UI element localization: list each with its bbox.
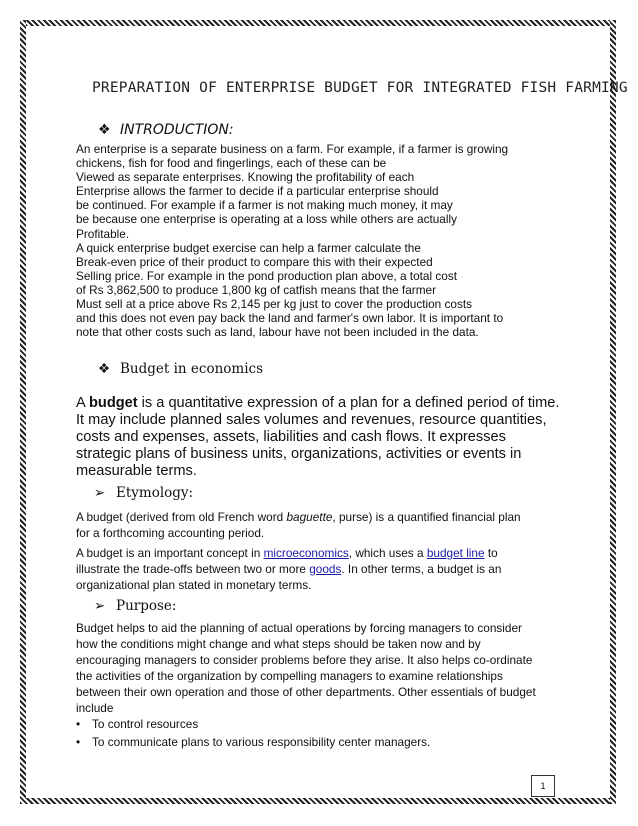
purpose-line: include — [76, 701, 114, 715]
page-number: 1 — [531, 775, 555, 797]
intro-line: Must sell at a price above Rs 2,145 per kg just to cover the production costs — [76, 297, 473, 312]
budget-line: It may include planned sales volumes and revenues, resource quantities, — [76, 412, 547, 428]
list-item: • To control resources — [76, 717, 199, 731]
microeconomics-link[interactable]: microeconomics — [263, 546, 349, 560]
budget-heading — [98, 361, 263, 377]
etymology-line: for a forthcoming accounting period. — [76, 526, 265, 540]
diamond-bullet-icon: ❖ — [98, 361, 111, 377]
intro-line: Selling price. For example in the pond production plan above, a total cost — [76, 268, 458, 283]
bullet-dot-icon: • — [76, 717, 81, 731]
intro-line: A quick enterprise budget exercise can help a farmer calculate the — [76, 240, 421, 255]
etymology-italic-word: baguette — [286, 510, 333, 524]
intro-line: be because one enterprise is operating at a loss while others are actually — [76, 212, 458, 227]
intro-line: An enterprise is a separate business on a farm. For example, if a farmer is growing — [76, 142, 509, 156]
etymology-line: illustrate the trade-offs between two or more goods. In other terms, a budget is an — [76, 562, 502, 576]
intro-line: Profitable. — [76, 226, 130, 241]
budget-line: strategic plans of business units, organizations, activities or events in — [76, 446, 522, 462]
etymology-heading-text: Etymology: — [116, 485, 194, 501]
bullet-dot-icon: • — [76, 735, 81, 749]
border-left — [20, 20, 26, 804]
etymology-paragraph-1 — [76, 509, 560, 541]
purpose-line: encouraging managers to consider problems before they arise. It also helps co-ordinate — [76, 653, 533, 667]
budget-line — [76, 395, 566, 412]
intro-line: chickens, fish for food and fingerlings, each of these can be — [76, 156, 387, 171]
budget-rest: is a quantitative expression of a plan for a defined period of time. — [137, 395, 560, 411]
etymology-line: A budget (derived from old French word baguette, purse) is a quantified financial plan — [76, 510, 521, 524]
list-item: • To communicate plans to various responsibility center managers. — [76, 735, 431, 749]
border-right — [610, 20, 616, 804]
document-title: PREPARATION OF ENTERPRISE BUDGET FOR INTEGRATED FISH FARMING — [92, 80, 628, 96]
arrow-bullet-icon: ➢ — [94, 485, 106, 501]
budget-prefix: A — [76, 395, 89, 411]
purpose-line: between their own operation and those of other departments. Other essentials of budget — [76, 685, 536, 699]
etymology-line: organizational plan stated in monetary terms. — [76, 578, 312, 592]
intro-line: be continued. For example if a farmer is not making much money, it may — [76, 198, 453, 213]
purpose-heading — [94, 598, 176, 614]
intro-heading — [98, 122, 234, 138]
budget-line-link[interactable]: budget line — [426, 546, 485, 560]
intro-line: note that other costs such as land, labour have not been included in the data. — [76, 325, 479, 340]
budget-line: measurable terms. — [76, 463, 197, 479]
diamond-bullet-icon: ❖ — [98, 122, 111, 138]
budget-bold-term: budget — [88, 395, 138, 411]
intro-line: of Rs 3,862,500 to produce 1,800 kg of catfish means that the farmer — [76, 282, 437, 297]
border-top — [20, 20, 616, 26]
etymology-line: A budget is an important concept in microeconomics, which uses a budget line to — [76, 546, 498, 560]
etymology-paragraph-2 — [76, 545, 560, 593]
etymology-heading — [94, 485, 193, 501]
budget-heading-text: Budget in economics — [120, 361, 264, 377]
border-bottom — [20, 798, 616, 804]
intro-line: and this does not even pay back the land and farmer's own labor. It is important to — [76, 311, 504, 326]
intro-heading-text: INTRODUCTION: — [120, 122, 234, 138]
intro-line: Viewed as separate enterprises. Knowing the profitability of each — [76, 170, 415, 185]
purpose-heading-text: Purpose: — [116, 598, 177, 614]
purpose-paragraph — [76, 620, 560, 716]
purpose-bullet-list — [76, 715, 430, 751]
goods-link[interactable]: goods — [309, 562, 342, 576]
budget-line: costs and expenses, assets, liabilities and cash flows. It expresses — [76, 429, 506, 445]
intro-paragraph — [76, 142, 546, 339]
purpose-line: the activities of the organization by compelling managers to examine relationships — [76, 669, 503, 683]
purpose-line: how the conditions might change and what steps should be taken now and by — [76, 637, 481, 651]
budget-definition — [76, 395, 566, 480]
arrow-bullet-icon: ➢ — [94, 598, 106, 614]
intro-line: Break-even price of their product to compare this with their expected — [76, 254, 433, 269]
purpose-line: Budget helps to aid the planning of actual operations by forcing managers to consider — [76, 621, 522, 635]
intro-line: Enterprise allows the farmer to decide if a particular enterprise should — [76, 184, 439, 199]
